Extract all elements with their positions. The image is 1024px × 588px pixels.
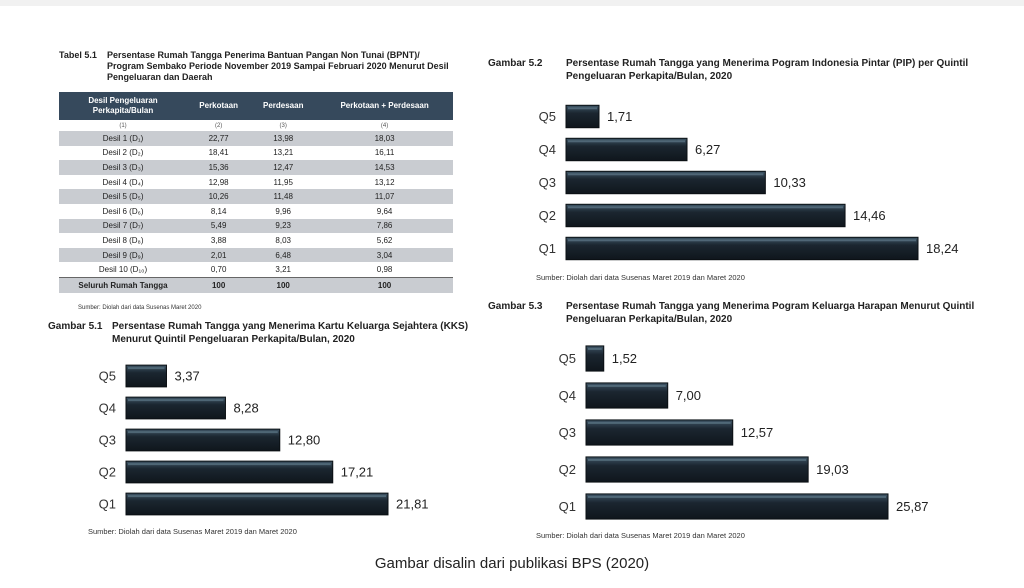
table-number: Tabel 5.1	[59, 50, 97, 60]
desil-cell: Desil 9 (D₉)	[59, 248, 187, 263]
table-row	[59, 131, 453, 146]
category-label-q5: Q5	[98, 368, 116, 384]
category-label-q3: Q3	[538, 175, 556, 190]
index-row	[59, 120, 453, 131]
bar-highlight	[588, 496, 886, 498]
bar-highlight	[568, 239, 916, 241]
perkotaan-cell: 10,26	[187, 189, 250, 204]
value-label-q3: 12,80	[287, 432, 321, 448]
table-source: Sumber: Diolah dari data Susenas Maret 2020	[78, 305, 202, 311]
perkotaan-cell: 3,88	[187, 233, 250, 248]
total-cell: 5,62	[316, 233, 453, 248]
pkh-bar-chart	[550, 340, 950, 525]
bar-highlight	[568, 107, 597, 109]
bar-highlight	[128, 495, 386, 497]
table-row	[59, 146, 453, 161]
header-total: Perkotaan + Perdesaan	[316, 92, 453, 120]
value-label-q5: 3,37	[174, 368, 200, 384]
total-cell: 11,07	[316, 189, 453, 204]
figure-5-3-source: Sumber: Diolah dari data Susenas Maret 2019 dan Maret 2020	[536, 531, 745, 540]
value-label-q5: 1,71	[607, 109, 633, 124]
figure-number: Gambar 5.2	[488, 58, 543, 69]
value-label-q2: 19,03	[816, 462, 849, 477]
bar-highlight	[128, 367, 164, 369]
perdesaan-cell: 6,48	[250, 248, 316, 263]
table-row	[59, 219, 453, 234]
header-desil: Desil Pengeluaran Perkapita/Bulan	[59, 92, 187, 120]
desil-cell: Desil 6 (D₆)	[59, 204, 187, 219]
value-label-q1: 21,81	[396, 496, 429, 512]
total-total-cell: 100	[316, 277, 453, 292]
desil-cell: Desil 1 (D₁)	[59, 131, 187, 146]
value-label-q2: 17,21	[340, 464, 374, 480]
total-perkotaan-cell: 100	[187, 277, 250, 292]
table-row	[59, 233, 453, 248]
bar-highlight	[568, 140, 685, 142]
value-label-q1: 18,24	[926, 241, 959, 256]
value-label-q4: 7,00	[675, 388, 702, 403]
category-label-q5: Q5	[558, 351, 576, 366]
perkotaan-cell: 15,36	[187, 160, 250, 175]
figure-title: Persentase Rumah Tangga yang Menerima Kartu Keluarga Sejahtera (KKS) Menurut Quintil Pengeluaran Perkapita/Bulan, 2020	[112, 321, 469, 345]
total-cell: 14,53	[316, 160, 453, 175]
header-perkotaan: Perkotaan	[187, 92, 250, 120]
category-label-q2: Q2	[98, 464, 116, 480]
perdesaan-cell: 9,96	[250, 204, 316, 219]
total-cell: 16,11	[316, 146, 453, 161]
perdesaan-cell: 13,21	[250, 146, 316, 161]
bar-highlight	[588, 459, 806, 461]
index-cell: (4)	[316, 120, 453, 131]
total-cell: 18,03	[316, 131, 453, 146]
value-label-q2: 14,46	[853, 208, 886, 223]
total-cell: 13,12	[316, 175, 453, 190]
bar-highlight	[568, 206, 843, 208]
kks-bar-chart	[90, 360, 450, 520]
figure-title: Persentase Rumah Tangga yang Menerima Pogram Indonesia Pintar (PIP) per Quintil Pengeluaran Perkapita/Bulan, 2020	[566, 58, 969, 82]
bar-highlight	[588, 348, 602, 350]
figure-5-1-source: Sumber: Diolah dari data Susenas Maret 2019 dan Maret 2020	[88, 527, 297, 536]
category-label-q4: Q4	[538, 142, 556, 157]
category-label-q3: Q3	[558, 425, 576, 440]
perdesaan-cell: 8,03	[250, 233, 316, 248]
perdesaan-cell: 11,95	[250, 175, 316, 190]
perdesaan-cell: 12,47	[250, 160, 316, 175]
bar-highlight	[128, 431, 278, 433]
figure-number: Gambar 5.1	[48, 321, 103, 332]
category-label-q5: Q5	[538, 109, 556, 124]
perkotaan-cell: 0,70	[187, 262, 250, 277]
table-header-row	[59, 92, 453, 120]
perkotaan-cell: 5,49	[187, 219, 250, 234]
value-label-q3: 10,33	[773, 175, 806, 190]
table-row	[59, 248, 453, 263]
total-desil-cell: Seluruh Rumah Tangga	[59, 277, 187, 292]
category-label-q1: Q1	[538, 241, 556, 256]
footer-note: Gambar disalin dari publikasi BPS (2020)	[374, 555, 650, 572]
value-label-q3: 12,57	[740, 425, 774, 440]
category-label-q4: Q4	[558, 388, 576, 403]
figure-5-2-source: Sumber: Diolah dari data Susenas Maret 2019 dan Maret 2020	[536, 273, 745, 282]
total-perdesaan-cell: 100	[250, 277, 316, 292]
index-cell: (1)	[59, 120, 187, 131]
table-title: Persentase Rumah Tangga Penerima Bantuan Pangan Non Tunai (BPNT)/ Program Sembako Periode November 2019 Sampai Februari 2020 Menurut Desil Pengeluaran dan Daerah	[107, 50, 449, 82]
value-label-q5: 1,52	[611, 351, 638, 366]
value-label-q4: 8,28	[233, 400, 259, 416]
perdesaan-cell: 3,21	[250, 262, 316, 277]
bar-highlight	[588, 385, 666, 387]
desil-cell: Desil 8 (D₈)	[59, 233, 187, 248]
figure-number: Gambar 5.3	[488, 301, 543, 312]
value-label-q4: 6,27	[695, 142, 721, 157]
category-label-q4: Q4	[98, 400, 116, 416]
perkotaan-cell: 12,98	[187, 175, 250, 190]
perdesaan-cell: 13,98	[250, 131, 316, 146]
table-row	[59, 160, 453, 175]
perkotaan-cell: 18,41	[187, 146, 250, 161]
table-row	[59, 189, 453, 204]
desil-cell: Desil 7 (D₇)	[59, 219, 187, 234]
total-cell: 0,98	[316, 262, 453, 277]
category-label-q1: Q1	[98, 496, 116, 512]
category-label-q2: Q2	[538, 208, 556, 223]
bar-highlight	[568, 173, 763, 175]
category-label-q2: Q2	[558, 462, 576, 477]
perdesaan-cell: 9,23	[250, 219, 316, 234]
value-label-q1: 25,87	[896, 499, 929, 514]
total-cell: 9,64	[316, 204, 453, 219]
table-row	[59, 204, 453, 219]
bar-highlight	[588, 422, 731, 424]
data-table	[59, 92, 453, 293]
total-cell: 3,04	[316, 248, 453, 263]
desil-cell: Desil 2 (D₂)	[59, 146, 187, 161]
table-row	[59, 175, 453, 190]
total-cell: 7,86	[316, 219, 453, 234]
header-perdesaan: Perdesaan	[250, 92, 316, 120]
desil-cell: Desil 3 (D₃)	[59, 160, 187, 175]
pip-bar-chart	[530, 100, 980, 265]
figure-title: Persentase Rumah Tangga yang Menerima Pogram Keluarga Harapan Menurut Quintil Pengeluaran Perkapita/Bulan, 2020	[566, 301, 975, 325]
category-label-q1: Q1	[558, 499, 576, 514]
bar-highlight	[128, 399, 223, 401]
bar-highlight	[128, 463, 331, 465]
desil-cell: Desil 5 (D₅)	[59, 189, 187, 204]
desil-cell: Desil 10 (D₁₀)	[59, 262, 187, 277]
desil-cell: Desil 4 (D₄)	[59, 175, 187, 190]
perkotaan-cell: 22,77	[187, 131, 250, 146]
index-cell: (2)	[187, 120, 250, 131]
perdesaan-cell: 11,48	[250, 189, 316, 204]
table-row	[59, 262, 453, 277]
perkotaan-cell: 2,01	[187, 248, 250, 263]
table-total-row	[59, 277, 453, 292]
perkotaan-cell: 8,14	[187, 204, 250, 219]
index-cell: (3)	[250, 120, 316, 131]
category-label-q3: Q3	[98, 432, 116, 448]
